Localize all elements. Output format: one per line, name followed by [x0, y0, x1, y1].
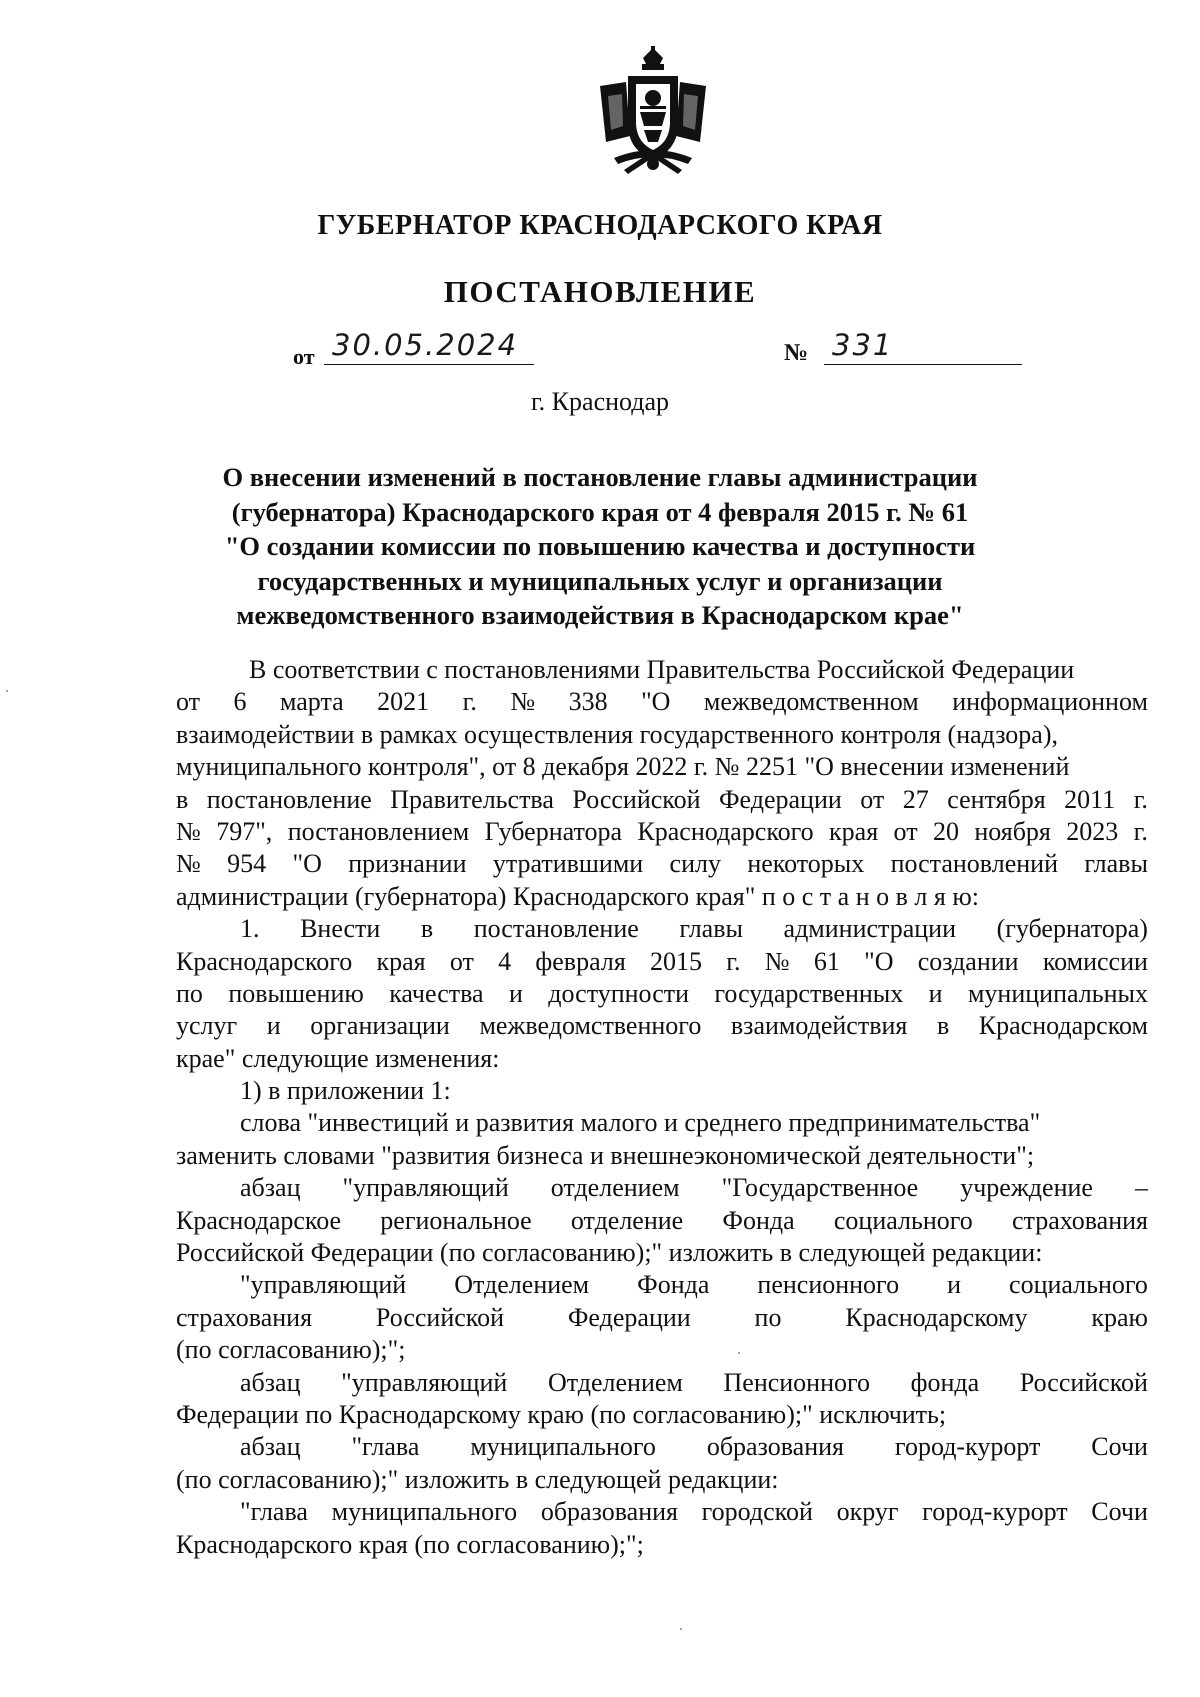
body-word: город-курорт [894, 1432, 1041, 1462]
body-line [176, 1269, 1148, 1301]
body-word: от [449, 946, 474, 976]
body-word: "управляющий [341, 1367, 508, 1397]
body-word: некоторых [747, 849, 865, 879]
body-line [176, 1010, 1148, 1042]
body-word: услуг [176, 1011, 238, 1041]
body-word: "О [864, 946, 894, 976]
title-line: (губернатора) Краснодарского края от 4 февраля 2015 г. № 61 [231, 496, 969, 527]
body-word: сентября [947, 784, 1046, 814]
body-word: главы [1084, 849, 1148, 879]
body-word: "управляющий [240, 1270, 407, 1300]
krasnodar-coat-of-arms-icon [596, 46, 710, 180]
body-word: Федерации [567, 1302, 691, 1332]
body-line [176, 1302, 1148, 1334]
body-word: от [176, 687, 201, 717]
body-line [176, 1107, 1148, 1139]
body-word: от [860, 784, 885, 814]
body-word: постановлением [287, 816, 470, 846]
body-word: создании [917, 946, 1019, 976]
body-word: 2015 [650, 946, 703, 976]
title-line: "О создании комиссии по повышению качества и доступности [224, 531, 976, 561]
body-line [176, 1334, 1148, 1366]
body-word: (губернатора) [996, 914, 1148, 944]
body-word: Краснодарскому [845, 1302, 1028, 1332]
body-word: фонда [910, 1367, 980, 1397]
body-word: повышению [228, 978, 364, 1008]
body-word: социального [1009, 1270, 1148, 1300]
body-line [176, 1496, 1148, 1528]
body-word: 20 [932, 816, 959, 846]
body-word: 338 [568, 687, 608, 717]
body-line-text: администрации (губернатора) Краснодарского края" п о с т а н о в л я ю: [176, 881, 979, 911]
city-line: г. Краснодар [530, 387, 670, 416]
number-field [824, 330, 1022, 365]
body-word: Пенсионного [723, 1367, 871, 1397]
body-word: 797", [216, 816, 273, 846]
body-word: 4 [498, 946, 512, 976]
body-word: Российской [572, 784, 701, 814]
body-line-text: муниципального контроля", от 8 декабря 2022 г. № 2251 "О внесении изменений [176, 752, 1070, 782]
body-word: качества [389, 978, 484, 1008]
body-line [176, 784, 1148, 816]
body-word: постановление [473, 914, 639, 944]
body-word: городской [701, 1497, 813, 1527]
date-value: 30.05.2024 [332, 328, 519, 362]
date-prefix: от [293, 344, 315, 369]
body-word: "управляющий [342, 1173, 509, 1203]
body-word: Сочи [1091, 1497, 1148, 1527]
body-word: межведомственном [703, 687, 919, 717]
body-word: 2011 [1064, 784, 1116, 814]
body-word: постановлений [890, 849, 1058, 879]
body-word: силу [669, 849, 721, 879]
body-word: образования [540, 1497, 678, 1527]
body-word: межведомственного [479, 1011, 702, 1041]
body-line [176, 1075, 1148, 1107]
body-word: 2023 [1066, 816, 1119, 846]
body-word: Российской [1019, 1367, 1148, 1397]
body-word: Сочи [1091, 1432, 1148, 1462]
title-line: государственных и муниципальных услуг и организации [257, 565, 943, 596]
scan-speck [738, 1352, 740, 1354]
document-body [176, 654, 1148, 1561]
body-line-text: Краснодарского края (по согласованию);"; [176, 1529, 644, 1559]
body-line-text: (по согласованию);"; [176, 1335, 406, 1365]
body-line-text: Федерации по Краснодарскому краю (по согласованию);" исключить; [176, 1399, 947, 1429]
document-title [160, 460, 1040, 633]
body-word: доступности [548, 978, 690, 1008]
body-line [176, 1529, 1148, 1561]
body-word: муниципального [470, 1432, 656, 1462]
body-word: и [928, 978, 943, 1008]
title-line: межведомственного взаимодействия в Краснодарском крае" [236, 600, 964, 630]
body-word: Внести [300, 914, 381, 944]
body-word: муниципальных [967, 978, 1148, 1008]
body-line [176, 1367, 1148, 1399]
body-word: учреждение [960, 1173, 1093, 1203]
body-word: Российской [375, 1302, 505, 1332]
body-word: образования [706, 1432, 844, 1462]
body-line-text: взаимодействии в рамках осуществления государственного контроля (надзора), [176, 719, 1059, 749]
body-word: Правительства [390, 784, 554, 814]
body-word: взаимодействия [730, 1011, 908, 1041]
body-line [176, 816, 1148, 848]
body-line [176, 1205, 1148, 1237]
body-word: февраля [535, 946, 626, 976]
body-word: страхования [176, 1302, 313, 1332]
body-word: № [176, 849, 201, 879]
body-word: № [176, 816, 201, 846]
body-line [176, 881, 1148, 913]
body-word: Губернатора [484, 816, 623, 846]
body-word: отделение [570, 1205, 684, 1235]
body-word: по [754, 1302, 782, 1332]
body-word: Краснодарское [176, 1205, 342, 1235]
body-word: Отделением [454, 1270, 590, 1300]
body-word: "глава [351, 1432, 420, 1462]
body-word: пенсионного [757, 1270, 900, 1300]
document-type-heading: ПОСТАНОВЛЕНИЕ [443, 274, 757, 309]
issuer-heading: ГУБЕРНАТОР КРАСНОДАРСКОГО КРАЯ [317, 210, 883, 241]
body-line [176, 946, 1148, 978]
body-word: региональное [380, 1205, 532, 1235]
body-word: 61 [813, 946, 840, 976]
body-word: 27 [902, 784, 929, 814]
body-word: Фонда [722, 1205, 795, 1235]
body-line-text: Российской Федерации (по согласованию);" изложить в следующей редакции: [176, 1238, 1043, 1268]
body-word: "О [641, 687, 671, 717]
body-line [176, 913, 1148, 945]
body-word: г. [1133, 784, 1148, 814]
body-word: государственных [714, 978, 904, 1008]
body-word: края [376, 946, 426, 976]
body-word: постановление [206, 784, 372, 814]
body-word: социального [833, 1205, 973, 1235]
number-prefix: № [784, 340, 809, 366]
body-word: № [764, 946, 790, 976]
body-word: администрации [783, 914, 956, 944]
body-word: г. [1133, 816, 1148, 846]
body-word: комиссии [1042, 946, 1148, 976]
body-line [176, 751, 1148, 783]
body-word: главы [679, 914, 743, 944]
body-line [176, 719, 1148, 751]
body-line-text: заменить словами "развития бизнеса и внешнеэкономической деятельности"; [176, 1140, 1035, 1170]
body-line [176, 848, 1148, 880]
body-word: марта [279, 687, 344, 717]
body-word: 1. [240, 914, 260, 944]
body-word: в [176, 784, 189, 814]
body-line-text: (по согласованию);" изложить в следующей редакции: [176, 1464, 779, 1494]
body-line [176, 1043, 1148, 1075]
body-word: "О [292, 849, 322, 879]
body-word: отделением [550, 1173, 680, 1203]
body-word: 2021 [377, 687, 430, 717]
body-word: муниципального [331, 1497, 518, 1527]
body-word: краю [1091, 1302, 1148, 1332]
scan-speck [680, 1628, 682, 1630]
body-word: абзац [240, 1432, 301, 1462]
body-word: информационном [952, 687, 1148, 717]
body-word: и [508, 978, 523, 1008]
body-word: ноября [974, 816, 1051, 846]
scan-speck [6, 690, 8, 692]
body-word: абзац [240, 1367, 301, 1397]
body-line [176, 1172, 1148, 1204]
date-field [324, 330, 534, 365]
title-line: О внесении изменений в постановление главы администрации [222, 462, 978, 492]
body-word: от [893, 816, 918, 846]
body-word: Фонда [637, 1270, 710, 1300]
body-word: г. [462, 687, 477, 717]
body-line [176, 1464, 1148, 1496]
body-line [176, 1237, 1148, 1269]
body-word: Федерации [718, 784, 842, 814]
body-word: – [1134, 1173, 1148, 1203]
body-word: округ [836, 1497, 899, 1527]
number-value: 331 [832, 328, 894, 362]
body-word: 954 [227, 849, 267, 879]
body-word: "глава [240, 1497, 308, 1527]
body-line [176, 978, 1148, 1010]
body-line [176, 654, 1148, 686]
body-word: края [829, 816, 879, 846]
body-word: 6 [233, 687, 247, 717]
body-word: Краснодарского [176, 946, 353, 976]
body-line-text: В соответствии с постановлениями Правительства Российской Федерации [249, 655, 1075, 684]
body-word: Краснодарском [978, 1011, 1148, 1041]
body-line [176, 686, 1148, 718]
body-word: и [947, 1270, 962, 1300]
body-line [176, 1399, 1148, 1431]
body-word: № [510, 687, 536, 717]
body-line-text: 1) в приложении 1: [240, 1076, 451, 1106]
body-word: организации [310, 1011, 450, 1041]
body-word: в [420, 914, 434, 944]
body-word: г. [726, 946, 741, 976]
body-word: и [266, 1011, 281, 1041]
body-word: Краснодарского [637, 816, 814, 846]
body-word: Отделением [547, 1367, 683, 1397]
body-word: "Государственное [721, 1173, 919, 1203]
body-line [176, 1140, 1148, 1172]
body-line [176, 1431, 1148, 1463]
body-word: по [176, 978, 203, 1008]
body-word: признании [348, 849, 467, 879]
body-word: абзац [240, 1173, 301, 1203]
body-line-text: слова "инвестиций и развития малого и среднего предпринимательства" [240, 1108, 1041, 1138]
body-line-text: крае" следующие изменения: [176, 1043, 500, 1073]
body-word: город-курорт [922, 1497, 1068, 1527]
body-word: страхования [1011, 1205, 1148, 1235]
body-word: в [936, 1011, 950, 1041]
body-word: утратившими [492, 849, 644, 879]
